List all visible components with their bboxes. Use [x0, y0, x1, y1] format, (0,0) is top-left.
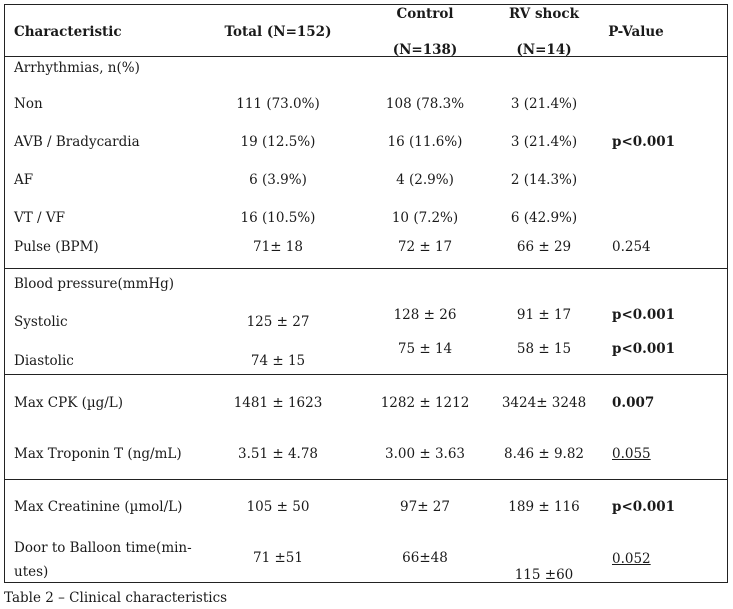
- row-pulse-label: Pulse (BPM): [14, 239, 99, 255]
- row-diastolic-total: 74 ± 15: [250, 353, 306, 369]
- row-creatinine-pvalue: p<0.001: [612, 499, 676, 515]
- header-rv-shock: RV shock: [509, 6, 579, 22]
- header-pvalue: P-Value: [608, 24, 664, 40]
- row-cpk-label: Max CPK (µg/L): [14, 395, 124, 411]
- section-divider-labs: [4, 374, 728, 375]
- row-vt-control: 10 (7.2%): [391, 210, 459, 226]
- row-door-control: 66±48: [402, 550, 448, 566]
- row-non-label: Non: [14, 96, 43, 112]
- row-cpk-control: 1282 ± 1212: [380, 395, 470, 411]
- row-creatinine-label: Max Creatinine (µmol/L): [14, 499, 183, 515]
- row-troponin-control: 3.00 ± 3.63: [384, 446, 466, 462]
- row-diastolic-label: Diastolic: [14, 353, 74, 369]
- row-creatinine-rv: 189 ± 116: [508, 499, 580, 515]
- row-vt-rv: 6 (42.9%): [510, 210, 578, 226]
- row-af-label: AF: [14, 172, 34, 188]
- header-characteristic: Characteristic: [14, 24, 122, 40]
- row-avb-rv: 3 (21.4%): [510, 134, 578, 150]
- row-cpk-rv: 3424± 3248: [501, 395, 587, 411]
- row-systolic-rv: 91 ± 17: [516, 307, 572, 323]
- section-divider-creatinine: [4, 479, 728, 480]
- row-non-control: 108 (78.3%: [385, 96, 465, 112]
- row-troponin-label: Max Troponin T (ng/mL): [14, 446, 182, 462]
- row-systolic-total: 125 ± 27: [246, 314, 310, 330]
- row-creatinine-total: 105 ± 50: [246, 499, 310, 515]
- row-non-rv: 3 (21.4%): [510, 96, 578, 112]
- row-door-rv: 115 ±60: [514, 567, 574, 583]
- row-door-total: 71 ±51: [253, 550, 303, 566]
- row-pulse-pvalue: 0.254: [612, 239, 651, 255]
- header-total: Total (N=152): [224, 24, 332, 40]
- row-af-total: 6 (3.9%): [249, 172, 307, 188]
- row-non-total: 111 (73.0%): [236, 96, 320, 112]
- header-control: Control: [396, 6, 454, 22]
- row-pulse-control: 72 ± 17: [397, 239, 453, 255]
- row-af-rv: 2 (14.3%): [510, 172, 578, 188]
- row-diastolic-rv: 58 ± 15: [516, 341, 572, 357]
- row-door-label-line1: Door to Balloon time(min-: [14, 540, 192, 556]
- row-pulse-total: 71± 18: [253, 239, 303, 255]
- row-systolic-label: Systolic: [14, 314, 68, 330]
- row-cpk-pvalue: 0.007: [612, 395, 655, 411]
- row-door-pvalue: 0.052: [612, 551, 651, 567]
- row-systolic-control: 128 ± 26: [393, 307, 457, 323]
- row-vt-total: 16 (10.5%): [240, 210, 316, 226]
- row-vt-label: VT / VF: [14, 210, 66, 226]
- section-arrhythmias: Arrhythmias, n(%): [14, 60, 140, 76]
- row-systolic-pvalue: p<0.001: [612, 307, 676, 323]
- row-avb-label: AVB / Bradycardia: [14, 134, 140, 150]
- row-avb-control: 16 (11.6%): [387, 134, 463, 150]
- section-divider-bp: [4, 268, 728, 269]
- clinical-characteristics-table: [4, 4, 728, 583]
- row-diastolic-control: 75 ± 14: [397, 341, 453, 357]
- row-troponin-rv: 8.46 ± 9.82: [503, 446, 585, 462]
- row-af-control: 4 (2.9%): [396, 172, 454, 188]
- section-blood-pressure: Blood pressure(mmHg): [14, 276, 175, 292]
- row-troponin-pvalue: 0.055: [612, 446, 651, 462]
- header-divider: [4, 56, 728, 57]
- row-avb-total: 19 (12.5%): [240, 134, 316, 150]
- table-caption: Table 2 – Clinical characteristics: [4, 590, 228, 606]
- row-avb-pvalue: p<0.001: [612, 134, 676, 150]
- row-creatinine-control: 97± 27: [400, 499, 450, 515]
- row-diastolic-pvalue: p<0.001: [612, 341, 676, 357]
- row-pulse-rv: 66 ± 29: [516, 239, 572, 255]
- row-cpk-total: 1481 ± 1623: [233, 395, 323, 411]
- header-control-n: (N=138): [392, 42, 458, 58]
- row-door-label-line2: utes): [14, 564, 49, 580]
- row-troponin-total: 3.51 ± 4.78: [237, 446, 319, 462]
- header-rv-n: (N=14): [516, 42, 572, 58]
